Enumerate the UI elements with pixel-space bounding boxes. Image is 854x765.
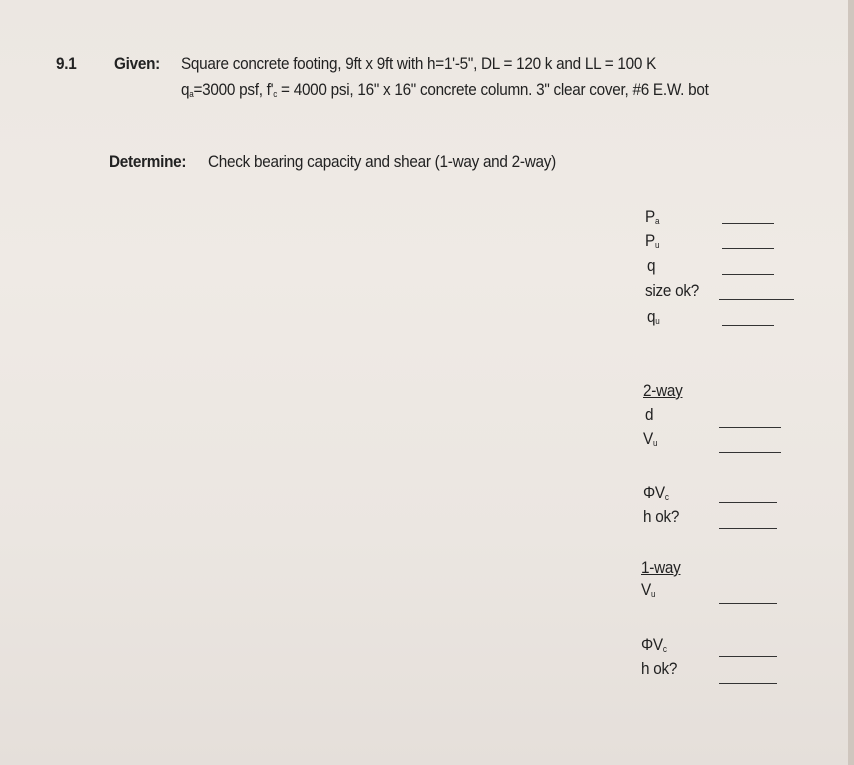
problem-number: 9.1 <box>56 54 77 73</box>
fc-subscript: c <box>273 89 278 99</box>
two-way-heading: 2-way <box>643 381 683 400</box>
vu-two-way-answer-blank[interactable] <box>719 452 781 453</box>
phi-vc-two-way-answer-blank[interactable] <box>719 502 777 503</box>
h-ok-one-way-label: h ok? <box>641 659 678 678</box>
page-edge <box>848 0 854 765</box>
given-line-2-mid: =3000 psf, f' <box>193 80 274 99</box>
given-line-2-rest: = 4000 psi, 16" x 16" concrete column. 3" clear cover, #6 E.W. bot <box>277 80 709 99</box>
phi-vc-one-way-answer-blank[interactable] <box>719 656 777 657</box>
d-answer-blank[interactable] <box>719 427 781 428</box>
q-answer-blank[interactable] <box>722 274 774 275</box>
h-ok-two-way-label: h ok? <box>643 507 680 526</box>
qu-answer-blank[interactable] <box>722 325 774 326</box>
pa-label: $P_a$ <box>645 207 660 226</box>
qa-subscript: a <box>189 89 194 99</box>
vu-one-way-answer-blank[interactable] <box>719 603 777 604</box>
size-ok-label: size ok? <box>645 281 699 300</box>
h-ok-two-way-answer-blank[interactable] <box>719 528 777 529</box>
q-label: q <box>647 256 656 275</box>
given-label: Given: <box>114 54 160 73</box>
qa-symbol: q <box>181 80 190 99</box>
pu-answer-blank[interactable] <box>722 248 774 249</box>
phi-vc-two-way-label: $\Phi V_c$ <box>643 483 669 502</box>
one-way-heading: 1-way <box>641 558 681 577</box>
determine-text: Check bearing capacity and shear (1-way and 2-way) <box>208 152 556 171</box>
d-label: d <box>645 405 654 424</box>
pu-label: $P_u$ <box>645 231 660 250</box>
h-ok-one-way-answer-blank[interactable] <box>719 683 777 684</box>
size-ok-answer-blank[interactable] <box>719 299 794 300</box>
vu-one-way-label: $V_u$ <box>641 580 656 599</box>
phi-vc-one-way-label: $\Phi V_c$ <box>641 635 667 654</box>
given-line-1: Square concrete footing, 9ft x 9ft with h=1'-5", DL = 120 k and LL = 100 K <box>181 54 657 73</box>
determine-label: Determine: <box>109 152 187 171</box>
qu-label: $q_u$ <box>647 307 660 326</box>
given-line-2 <box>181 80 709 104</box>
pa-answer-blank[interactable] <box>722 223 774 224</box>
vu-two-way-label: $V_u$ <box>643 429 658 448</box>
